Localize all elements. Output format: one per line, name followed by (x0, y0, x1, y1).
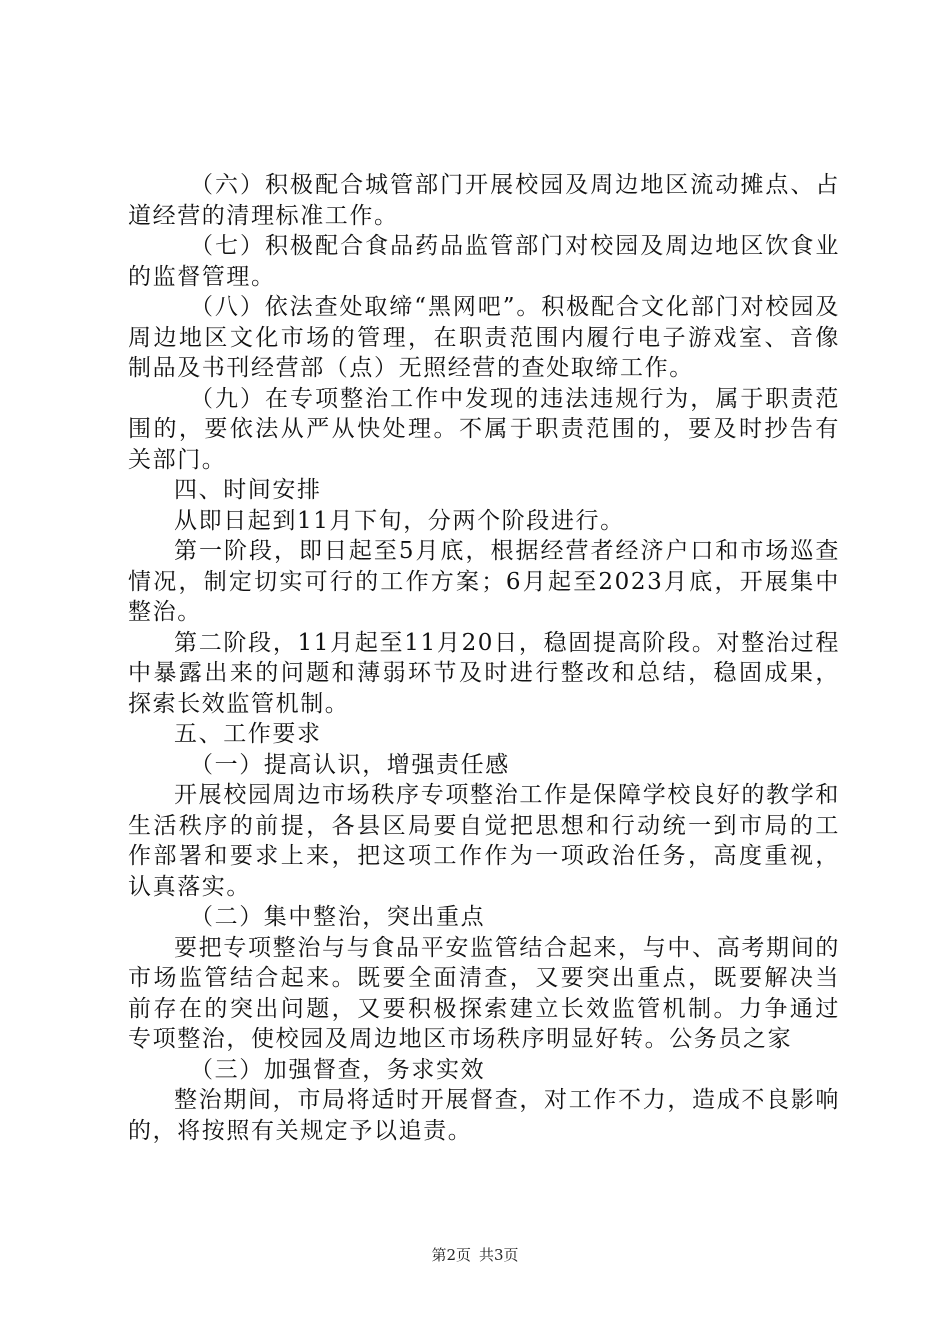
paragraph-supervision: 整治期间，市局将适时开展督查，对工作不力，造成不良影响的，将按照有关规定予以追责。 (128, 1087, 840, 1144)
subheading-supervision: （三）加强督查，务求实效 (190, 1056, 486, 1083)
page-total: 共3页 (479, 1246, 519, 1264)
document-body (128, 170, 840, 1146)
subheading-focus: （二）集中整治，突出重点 (190, 904, 486, 930)
subheading-awareness: （一）提高认识，增强责任感 (190, 751, 510, 778)
paragraph-8: （八）依法查处取缔“黑网吧”。积极配合文化部门对校园及周边地区文化市场的管理，在职责范围内履行电子游戏室、音像制品及书刊经营部（点）无照经营的查处取缔工作。 (128, 294, 840, 381)
section-heading-requirements: 五、工作要求 (174, 721, 322, 747)
section-heading-schedule: 四、时间安排 (174, 477, 322, 503)
paragraph-9: （九）在专项整治工作中发现的违法违规行为，属于职责范围的，要依法从严从快处理。不属于职责范围的，要及时抄告有关部门。 (128, 385, 840, 473)
paragraph-6: （六）积极配合城管部门开展校园及周边地区流动摊点、占道经营的清理标准工作。 (128, 172, 840, 229)
phase-one: 第一阶段，即日起至5月底，根据经营者经济户口和市场巡查情况，制定切实可行的工作方案；6月起至2023月底，开展集中整治。 (128, 538, 840, 625)
paragraph-focus: 要把专项整治与与食品平安监管结合起来，与中、高考期间的市场监管结合起来。既要全面清查，又要突出重点，既要解决当前存在的突出问题，又要积极探索建立长效监管机制。力争通过专项整治，使校园及周边地区市场秩序明显好转。公务员之家 (128, 934, 840, 1052)
page-number: 第2页 (431, 1246, 471, 1264)
phase-two: 第二阶段，11月起至11月20日，稳固提高阶段。对整治过程中暴露出来的问题和薄弱环节及时进行整改和总结，稳固成果，探索长效监管机制。 (128, 629, 840, 717)
paragraph-awareness: 开展校园周边市场秩序专项整治工作是保障学校良好的教学和生活秩序的前提，各县区局要自觉把思想和行动统一到市局的工作部署和要求上来，把这项工作作为一项政治任务，高度重视，认真落实。 (128, 782, 840, 900)
schedule-intro: 从即日起到11月下旬，分两个阶段进行。 (174, 507, 625, 534)
page-footer (0, 1244, 950, 1265)
paragraph-7: （七）积极配合食品药品监管部门对校园及周边地区饮食业的监督管理。 (128, 233, 840, 290)
